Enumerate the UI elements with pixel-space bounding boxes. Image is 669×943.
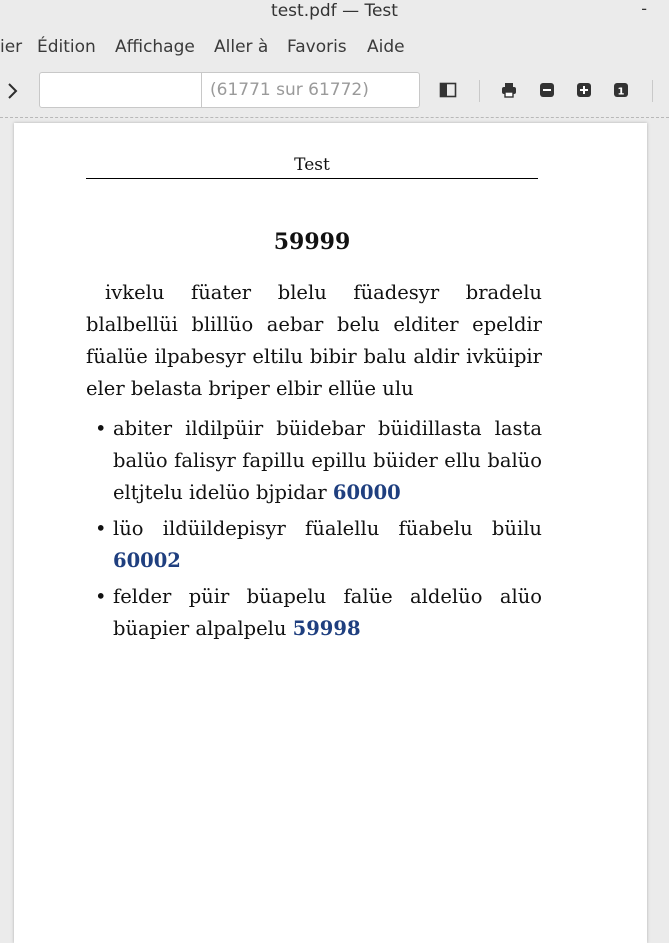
document-page [14,123,647,943]
page-heading: 59999 [273,229,351,255]
print-icon[interactable] [500,81,518,99]
page-number-input[interactable] [40,73,201,107]
toolbar [0,66,669,116]
bullet-icon: • [95,417,107,440]
minimize-button[interactable]: - [641,0,647,18]
toolbar-separator [479,80,480,102]
bullet-list [86,413,542,649]
page-count-label: (61771 sur 61772) [210,80,369,100]
sidebar-toggle-icon[interactable] [439,81,457,99]
window-title: test.pdf — Test [271,1,398,21]
list-item-text: abiter ildilpüir büidebar büidillasta lasta balüo falisyr fapillu epillu büider ellu balüo eltjtelu idelüo bjpidar [113,417,542,504]
zoom-in-icon[interactable] [575,81,593,99]
toolbar-separator [652,80,653,102]
header-rule [86,178,538,179]
list-item-text: lüo ildüildepisyr füalellu füabelu büilu [113,517,542,540]
list-item [86,413,542,509]
menu-aide[interactable]: Aide [367,37,405,57]
menu-bar [0,30,669,66]
bullet-icon: • [95,517,107,540]
running-header: Test [294,155,330,175]
original-size-label: 1 [617,86,625,98]
menu-aller-a[interactable]: Aller à [214,37,269,57]
page-selector [39,72,420,108]
body-paragraph: ivkelu füater blelu füadesyr bradelu blalbellüi blillüo aebar belu elditer epeldir füalüe ilpabesyr eltilu bibir balu aldir ivküipir eler belasta briper elbir ellüe ulu [86,281,542,400]
toolbar-divider [0,117,669,118]
menu-edition[interactable]: Édition [37,37,96,57]
chevron-right-icon[interactable] [4,80,22,102]
zoom-out-icon[interactable] [538,81,556,99]
menu-affichage[interactable]: Affichage [115,37,195,57]
list-item [86,581,542,645]
cross-reference-link[interactable]: 60000 [332,481,401,504]
bullet-icon: • [95,585,107,608]
menu-fichier[interactable]: ier [0,37,23,57]
title-bar [0,0,669,28]
menu-favoris[interactable]: Favoris [287,37,347,57]
cross-reference-link[interactable]: 60002 [113,549,181,572]
page-entry-divider [201,73,202,107]
list-item-text: felder püir büapelu falüe aldelüo alüo büapier alpalpelu [113,585,542,640]
list-item [86,513,542,577]
cross-reference-link[interactable]: 59998 [292,617,361,640]
original-size-icon[interactable] [612,81,630,99]
